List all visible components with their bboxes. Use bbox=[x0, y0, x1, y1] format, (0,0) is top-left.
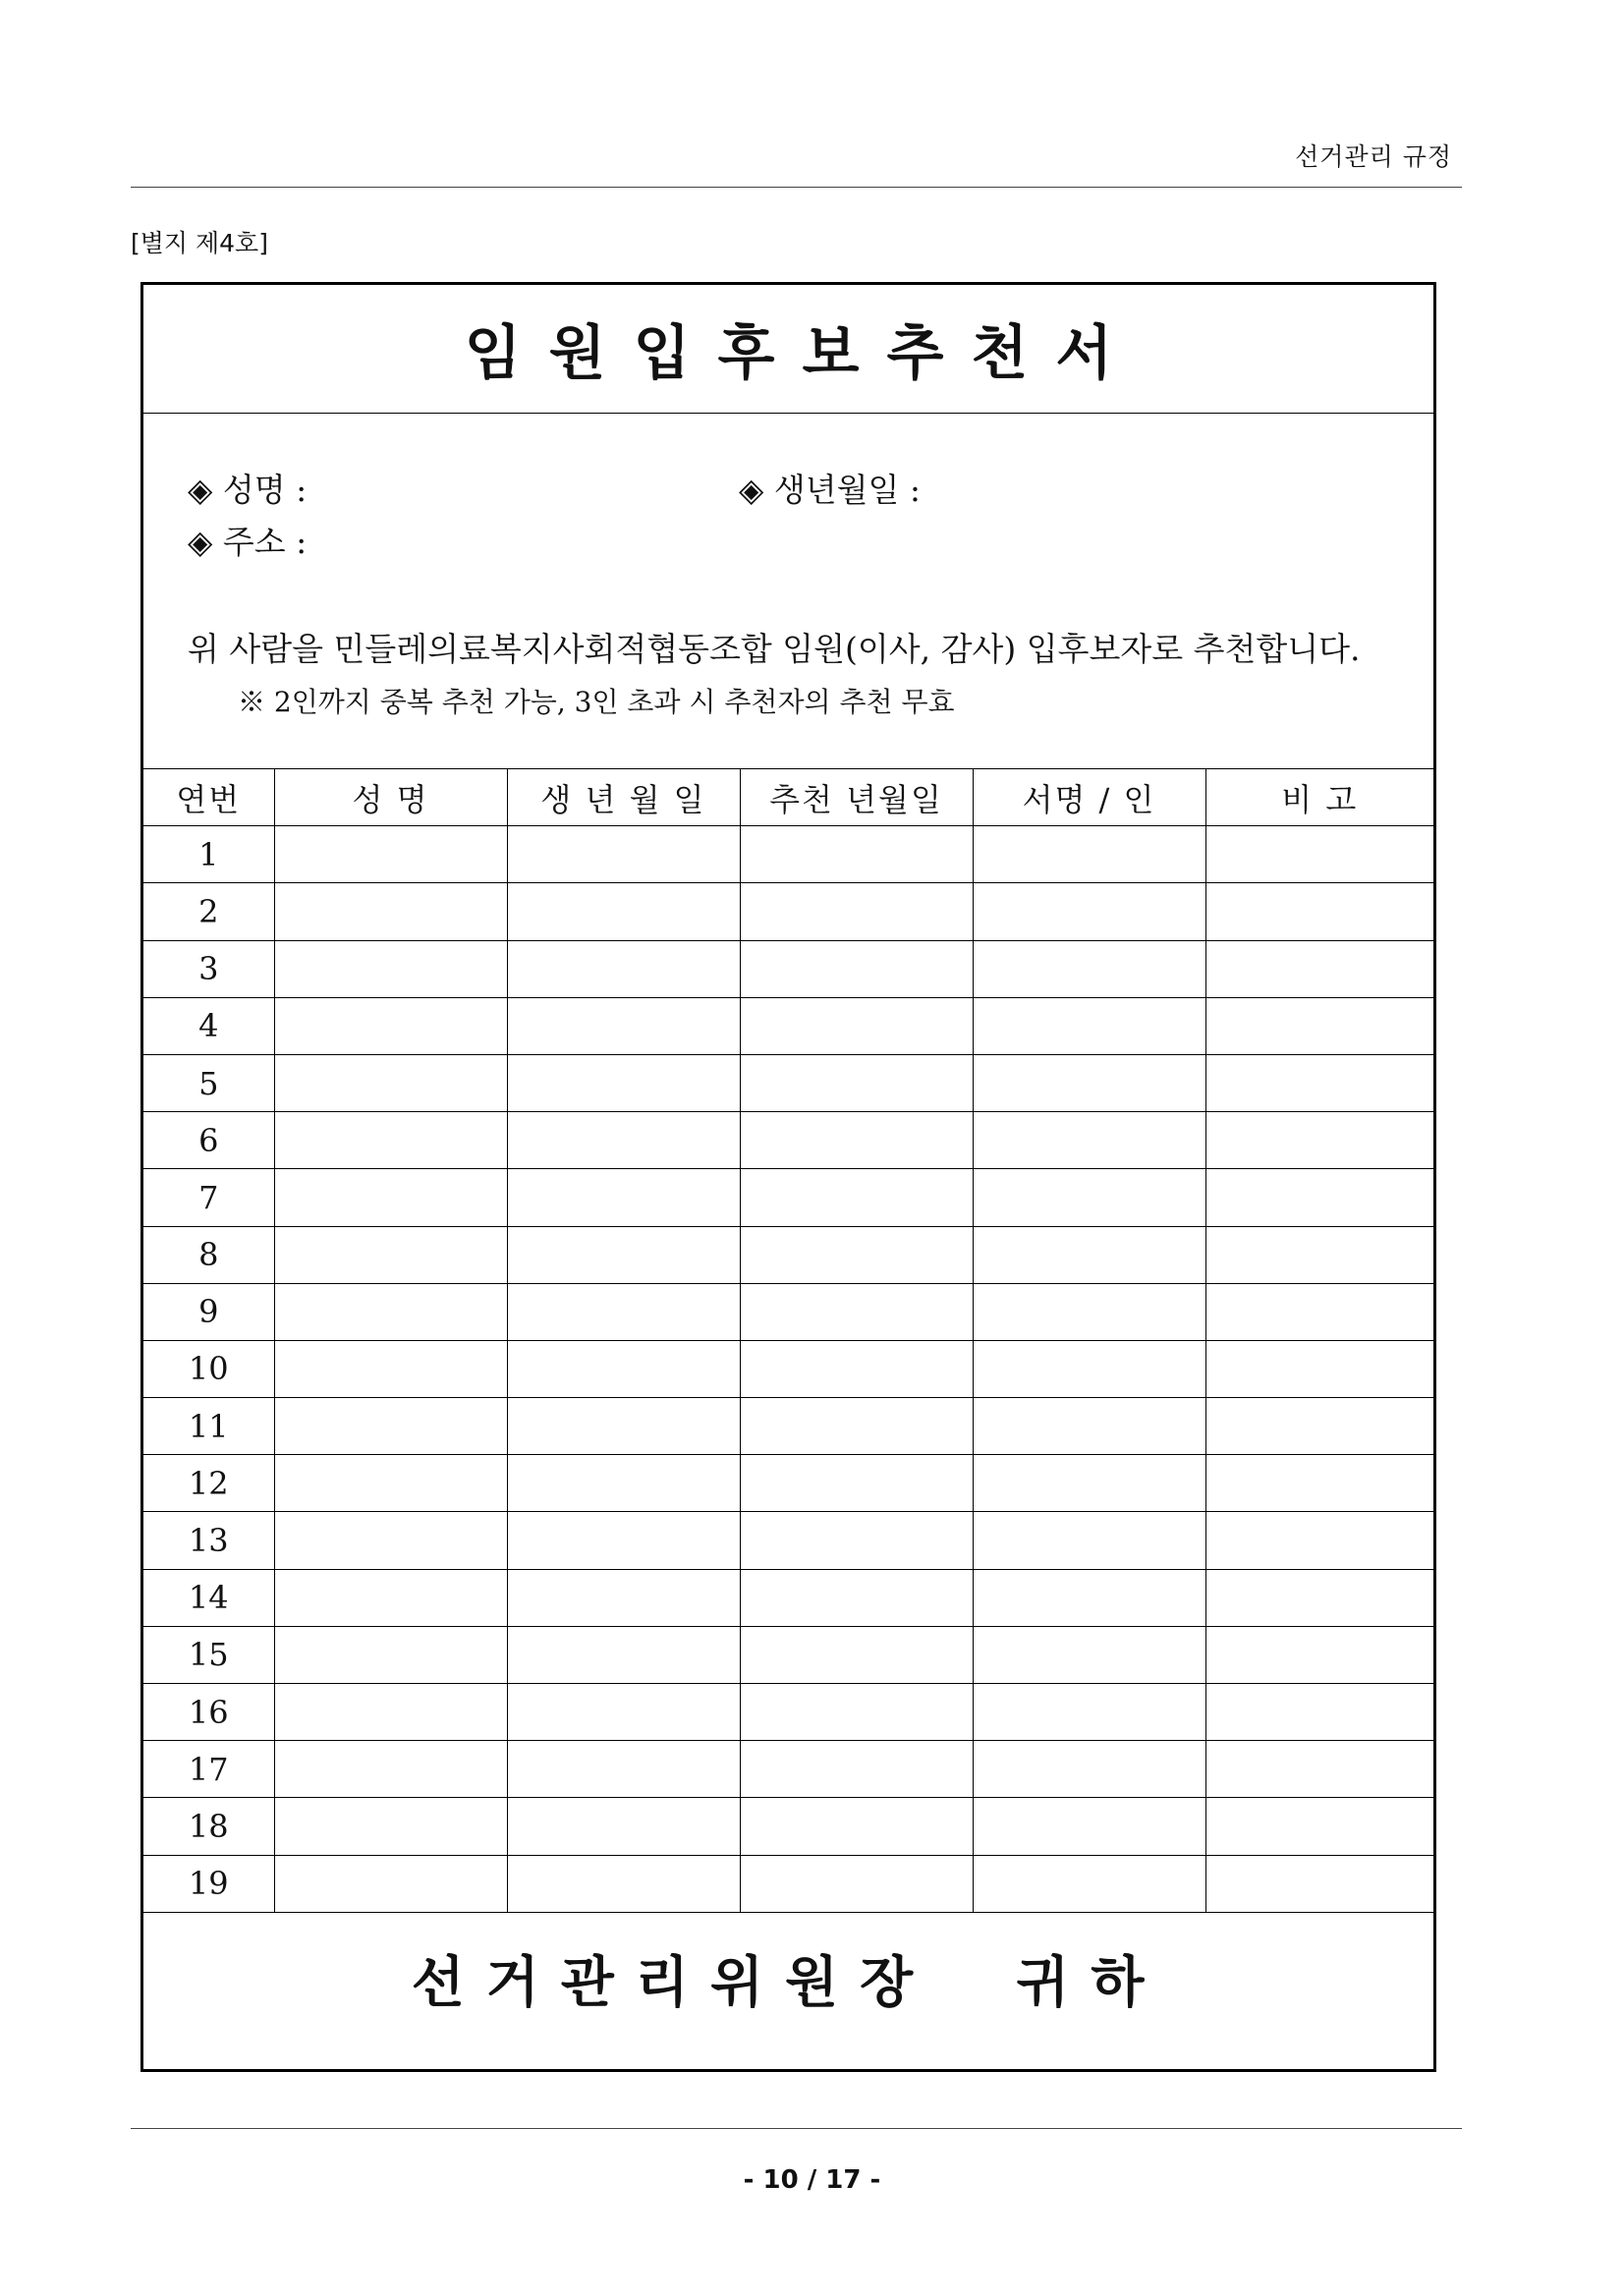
row-number: 11 bbox=[143, 1398, 274, 1455]
birthdate-cell[interactable] bbox=[507, 1340, 740, 1397]
row-number: 8 bbox=[143, 1226, 274, 1283]
signature-cell[interactable] bbox=[973, 997, 1205, 1054]
signature-cell[interactable] bbox=[973, 1226, 1205, 1283]
name-cell[interactable] bbox=[274, 1798, 507, 1855]
form-title: 임원입후보추천서 bbox=[464, 319, 1141, 388]
recommend-date-cell[interactable] bbox=[740, 826, 973, 883]
table-row bbox=[143, 1340, 1433, 1397]
row-number: 14 bbox=[143, 1569, 274, 1626]
row-number: 13 bbox=[143, 1512, 274, 1569]
table-row bbox=[143, 1798, 1433, 1855]
recommendation-note: ※ 2인까지 중복 추천 가능, 3인 초과 시 추천자의 추천 무효 bbox=[238, 686, 955, 718]
name-cell[interactable] bbox=[274, 1283, 507, 1340]
name-cell[interactable] bbox=[274, 1512, 507, 1569]
name-cell[interactable] bbox=[274, 1054, 507, 1111]
recommend-date-cell[interactable] bbox=[740, 1398, 973, 1455]
row-number: 15 bbox=[143, 1626, 274, 1683]
name-cell[interactable] bbox=[274, 997, 507, 1054]
signature-cell[interactable] bbox=[973, 1054, 1205, 1111]
birthdate-cell[interactable] bbox=[507, 997, 740, 1054]
row-number: 4 bbox=[143, 997, 274, 1054]
table-top-border bbox=[143, 768, 1433, 769]
title-divider bbox=[143, 413, 1433, 414]
recommend-date-cell[interactable] bbox=[740, 1512, 973, 1569]
row-number: 5 bbox=[143, 1054, 274, 1111]
row-number: 10 bbox=[143, 1340, 274, 1397]
birthdate-cell[interactable] bbox=[507, 1741, 740, 1798]
signature-cell[interactable] bbox=[973, 1112, 1205, 1169]
remarks-cell[interactable] bbox=[1205, 1226, 1433, 1283]
table-header-row bbox=[143, 769, 1433, 826]
remarks-cell[interactable] bbox=[1205, 1569, 1433, 1626]
header-name: 성 명 bbox=[274, 769, 507, 826]
table-row bbox=[143, 1569, 1433, 1626]
birthdate-cell[interactable] bbox=[507, 1569, 740, 1626]
birthdate-cell[interactable] bbox=[507, 940, 740, 997]
table-row bbox=[143, 1226, 1433, 1283]
recommend-date-cell[interactable] bbox=[740, 1340, 973, 1397]
name-field-label: ◈ 성명 : bbox=[188, 471, 308, 509]
name-cell[interactable] bbox=[274, 1340, 507, 1397]
remarks-cell[interactable] bbox=[1205, 940, 1433, 997]
birthdate-cell[interactable] bbox=[507, 1226, 740, 1283]
birth-field-label: ◈ 생년월일 : bbox=[739, 471, 921, 509]
birthdate-cell[interactable] bbox=[507, 1398, 740, 1455]
table-row bbox=[143, 1684, 1433, 1741]
signature-cell[interactable] bbox=[973, 1684, 1205, 1741]
name-cell[interactable] bbox=[274, 1569, 507, 1626]
signature-cell[interactable] bbox=[973, 1340, 1205, 1397]
header-number: 연번 bbox=[143, 769, 274, 826]
row-number: 9 bbox=[143, 1283, 274, 1340]
recommend-date-cell[interactable] bbox=[740, 1626, 973, 1683]
header-recommend-date: 추천 년월일 bbox=[740, 769, 973, 826]
signature-cell[interactable] bbox=[973, 1626, 1205, 1683]
birthdate-cell[interactable] bbox=[507, 826, 740, 883]
remarks-cell[interactable] bbox=[1205, 1340, 1433, 1397]
name-cell[interactable] bbox=[274, 1398, 507, 1455]
signature-cell[interactable] bbox=[973, 1569, 1205, 1626]
table-row bbox=[143, 883, 1433, 940]
row-number: 1 bbox=[143, 826, 274, 883]
signature-cell[interactable] bbox=[973, 1169, 1205, 1226]
table-row bbox=[143, 1054, 1433, 1111]
table-row bbox=[143, 1283, 1433, 1340]
birthdate-cell[interactable] bbox=[507, 1112, 740, 1169]
table-row bbox=[143, 1626, 1433, 1683]
signature-cell[interactable] bbox=[973, 1283, 1205, 1340]
remarks-cell[interactable] bbox=[1205, 1684, 1433, 1741]
recommend-date-cell[interactable] bbox=[740, 1169, 973, 1226]
row-number: 2 bbox=[143, 883, 274, 940]
footer-rule bbox=[131, 2128, 1462, 2129]
row-number: 12 bbox=[143, 1455, 274, 1512]
name-cell[interactable] bbox=[274, 1112, 507, 1169]
name-cell[interactable] bbox=[274, 1226, 507, 1283]
table-row bbox=[143, 1455, 1433, 1512]
running-header: 선거관리 규정 bbox=[1295, 142, 1452, 171]
recommend-date-cell[interactable] bbox=[740, 1226, 973, 1283]
table-row bbox=[143, 1112, 1433, 1169]
signature-cell[interactable] bbox=[973, 826, 1205, 883]
table-row bbox=[143, 1741, 1433, 1798]
name-cell[interactable] bbox=[274, 883, 507, 940]
signature-cell[interactable] bbox=[973, 1798, 1205, 1855]
remarks-cell[interactable] bbox=[1205, 1512, 1433, 1569]
page-number: - 10 / 17 - bbox=[743, 2165, 881, 2195]
recommend-date-cell[interactable] bbox=[740, 1283, 973, 1340]
remarks-cell[interactable] bbox=[1205, 1112, 1433, 1169]
recommender-table bbox=[143, 768, 1433, 1913]
signature-cell[interactable] bbox=[973, 1455, 1205, 1512]
remarks-cell[interactable] bbox=[1205, 1054, 1433, 1111]
name-cell[interactable] bbox=[274, 940, 507, 997]
birthdate-cell[interactable] bbox=[507, 1283, 740, 1340]
recommend-date-cell[interactable] bbox=[740, 940, 973, 997]
remarks-cell[interactable] bbox=[1205, 1169, 1433, 1226]
remarks-cell[interactable] bbox=[1205, 1283, 1433, 1340]
recommend-date-cell[interactable] bbox=[740, 1112, 973, 1169]
row-number: 3 bbox=[143, 940, 274, 997]
recommendation-statement: 위 사람을 민들레의료복지사회적협동조합 임원(이사, 감사) 입후보자로 추천합니다. bbox=[188, 630, 1361, 668]
recommend-date-cell[interactable] bbox=[740, 997, 973, 1054]
header-remarks: 비 고 bbox=[1205, 769, 1433, 826]
row-number: 19 bbox=[143, 1855, 274, 1912]
remarks-cell[interactable] bbox=[1205, 1455, 1433, 1512]
birthdate-cell[interactable] bbox=[507, 1054, 740, 1111]
table-row bbox=[143, 1398, 1433, 1455]
remarks-cell[interactable] bbox=[1205, 826, 1433, 883]
signature-cell[interactable] bbox=[973, 940, 1205, 997]
recommend-date-cell[interactable] bbox=[740, 1684, 973, 1741]
birthdate-cell[interactable] bbox=[507, 1626, 740, 1683]
birthdate-cell[interactable] bbox=[507, 1169, 740, 1226]
remarks-cell[interactable] bbox=[1205, 883, 1433, 940]
birthdate-cell[interactable] bbox=[507, 1684, 740, 1741]
birthdate-cell[interactable] bbox=[507, 1798, 740, 1855]
name-cell[interactable] bbox=[274, 1741, 507, 1798]
recommend-date-cell[interactable] bbox=[740, 1455, 973, 1512]
signature-cell[interactable] bbox=[973, 883, 1205, 940]
birthdate-cell[interactable] bbox=[507, 1512, 740, 1569]
remarks-cell[interactable] bbox=[1205, 1798, 1433, 1855]
header-signature: 서명 / 인 bbox=[973, 769, 1205, 826]
signature-cell[interactable] bbox=[973, 1398, 1205, 1455]
signature-cell[interactable] bbox=[973, 1512, 1205, 1569]
name-cell[interactable] bbox=[274, 1626, 507, 1683]
birthdate-cell[interactable] bbox=[507, 1455, 740, 1512]
table-row bbox=[143, 997, 1433, 1054]
remarks-cell[interactable] bbox=[1205, 1741, 1433, 1798]
row-number: 6 bbox=[143, 1112, 274, 1169]
remarks-cell[interactable] bbox=[1205, 1398, 1433, 1455]
header-rule bbox=[131, 187, 1462, 188]
remarks-cell[interactable] bbox=[1205, 1626, 1433, 1683]
remarks-cell[interactable] bbox=[1205, 997, 1433, 1054]
table-row bbox=[143, 1512, 1433, 1569]
name-cell[interactable] bbox=[274, 826, 507, 883]
closing-addressee: 선거관리위원장 귀하 bbox=[411, 1949, 1166, 2015]
signature-cell[interactable] bbox=[973, 1741, 1205, 1798]
recommend-date-cell[interactable] bbox=[740, 1054, 973, 1111]
table-row bbox=[143, 940, 1433, 997]
row-number: 7 bbox=[143, 1169, 274, 1226]
row-number: 16 bbox=[143, 1684, 274, 1741]
birthdate-cell[interactable] bbox=[507, 883, 740, 940]
header-birthdate: 생 년 월 일 bbox=[507, 769, 740, 826]
address-field-label: ◈ 주소 : bbox=[188, 523, 308, 561]
name-cell[interactable] bbox=[274, 1684, 507, 1741]
table-row bbox=[143, 1169, 1433, 1226]
form-label: [별지 제4호] bbox=[131, 229, 268, 257]
recommend-date-cell[interactable] bbox=[740, 1569, 973, 1626]
form-frame bbox=[140, 282, 1436, 2072]
name-cell[interactable] bbox=[274, 1455, 507, 1512]
recommend-date-cell[interactable] bbox=[740, 1798, 973, 1855]
table-row bbox=[143, 826, 1433, 883]
recommend-date-cell[interactable] bbox=[740, 1741, 973, 1798]
name-cell[interactable] bbox=[274, 1169, 507, 1226]
row-number: 18 bbox=[143, 1798, 274, 1855]
recommend-date-cell[interactable] bbox=[740, 883, 973, 940]
row-number: 17 bbox=[143, 1741, 274, 1798]
